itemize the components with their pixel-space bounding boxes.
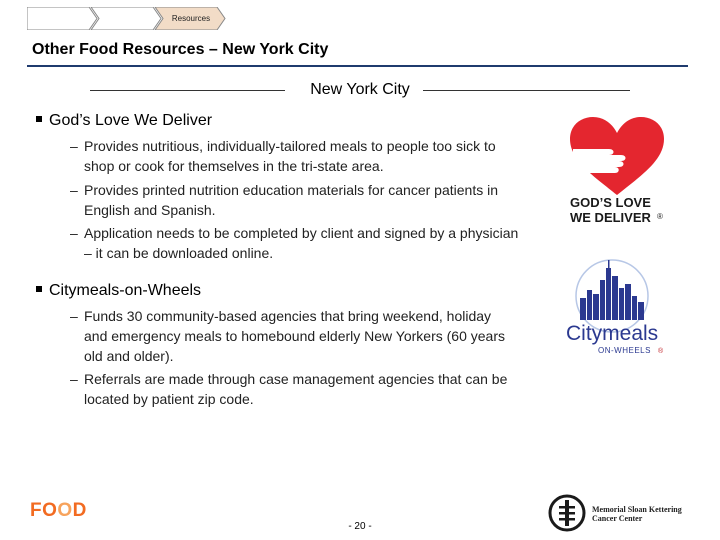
list-item: – Provides printed nutrition education materials for cancer patients in English and Spanish. — [70, 180, 510, 220]
square-bullet-icon — [36, 286, 42, 292]
mskcc-logo-text — [592, 505, 682, 523]
logo-text-line2: WE DELIVER — [570, 210, 651, 225]
mskcc-line2: Cancer Center — [592, 514, 643, 523]
food-logo: FOOD — [30, 500, 87, 521]
logo-registered-mark: ® — [658, 348, 664, 355]
list-item: – Provides nutritious, individually-tailored meals to people too sick to shop or cook for themselves in the tri-state area. — [70, 136, 520, 176]
list-item-text: Application needs to be completed by client and signed by a physician – it can be downloaded online. — [84, 225, 519, 261]
logo-registered-mark: ® — [657, 212, 663, 221]
bullet-citymeals — [36, 282, 201, 300]
mskcc-logo-mark — [548, 494, 586, 532]
list-item-text: Funds 30 community-based agencies that bring weekend, holiday and emergency meals to homebound elderly New Yorkers (60 years old and older). — [84, 308, 506, 364]
breadcrumb-step-1[interactable] — [27, 7, 97, 30]
list-item: – Funds 30 community-based agencies that bring weekend, holiday and emergency meals to homebound elderly New Yorkers (60 years old and older). — [70, 306, 510, 366]
list-item: – Referrals are made through case management agencies that can be located by patient zip code. — [70, 369, 520, 409]
logo-text-line1: GOD’S LOVE — [570, 195, 651, 210]
page-number: - 20 - — [348, 521, 372, 532]
section-subtitle — [90, 80, 630, 102]
list-item: – Application needs to be completed by client and signed by a physician – it can be downloaded online. — [70, 225, 519, 261]
list-item-text: Provides nutritious, individually-tailored meals to people too sick to shop or cook for themselves in the tri-state area. — [84, 138, 496, 174]
list-item-text: Referrals are made through case management agencies that can be located by patient zip code. — [84, 371, 508, 407]
title-divider — [27, 65, 688, 67]
breadcrumb — [27, 7, 227, 30]
logo-text-line2: ON-WHEELS — [598, 346, 651, 355]
skyline-icon — [580, 260, 644, 320]
square-bullet-icon — [36, 116, 42, 122]
list-item-text: Provides printed nutrition education materials for cancer patients in English and Spanish. — [84, 182, 498, 218]
godslove-logo — [565, 115, 670, 225]
mskcc-line1: Memorial Sloan Kettering — [592, 505, 682, 514]
breadcrumb-label-resources: Resources — [171, 14, 211, 23]
bullet-godslove — [36, 112, 212, 130]
bullet-title: Citymeals-on-Wheels — [49, 282, 202, 299]
logo-text-line1: Citymeals — [566, 322, 659, 345]
bullet-title: God’s Love We Deliver — [49, 112, 213, 129]
page-title: Other Food Resources – New York City — [32, 41, 329, 58]
breadcrumb-step-2[interactable] — [91, 7, 161, 30]
citymeals-logo — [562, 258, 674, 358]
subtitle-text: New York City — [302, 81, 418, 98]
